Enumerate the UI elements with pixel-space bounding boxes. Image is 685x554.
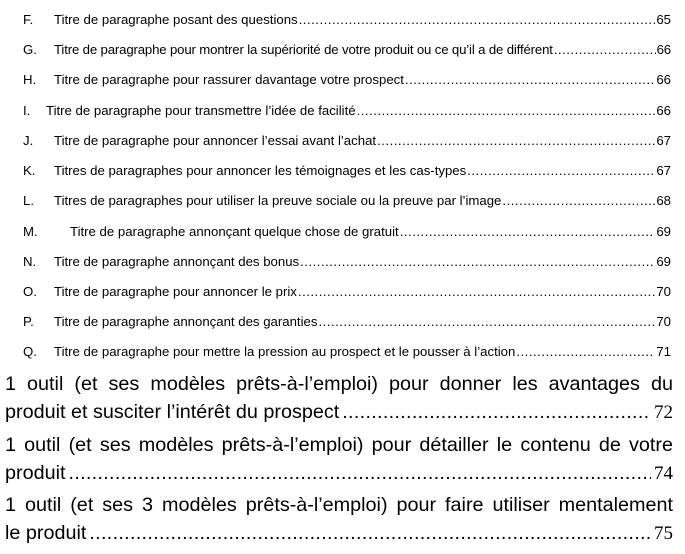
entry-page-number: 67 [656,163,671,178]
entry-page-number: 70 [656,284,671,299]
dot-leader [467,163,655,178]
entry-page-number: 70 [656,314,671,329]
entry-letter: L. [23,193,34,208]
entry-letter: H. [23,72,37,87]
entry-title: Titre de paragraphe posant des questions [54,12,298,27]
chapter-title-line2: produit [5,462,66,484]
dot-leader [400,224,656,239]
entry-page-number: 68 [656,193,671,208]
entry-title: Titre de paragraphe pour rassurer davantage votre prospect [54,72,404,87]
entry-page-number: 69 [656,224,671,239]
toc-chapter-entry-75[interactable] [5,491,673,548]
chapter-page-number: 75 [654,523,673,544]
dot-leader [298,284,655,299]
entry-letter: K. [23,163,36,178]
chapter-page-number: 74 [654,463,673,484]
entry-letter: G. [23,42,37,57]
entry-letter: I. [23,103,31,118]
entry-title: Titre de paragraphe annonçant des garanties [54,314,318,329]
entry-title: Titre de paragraphe annonçant des bonus [54,254,300,269]
entry-page-number: 69 [656,254,671,269]
toc-chapter-entry-74[interactable] [5,431,673,488]
entry-page-number: 65 [656,12,671,27]
chapter-page-number: 72 [654,402,673,423]
dot-leader [300,254,655,269]
entry-title: Titre de paragraphe pour transmettre l’idée de facilité [46,103,356,118]
entry-letter: P. [23,314,34,329]
entry-title: Titre de paragraphe pour montrer la supériorité de votre produit ou ce qu’il a de différent [54,42,553,57]
dot-leader [89,519,651,547]
dot-leader [357,103,656,118]
entry-title: Titres de paragraphes pour utiliser la preuve sociale ou la preuve par l’image [54,193,502,208]
dot-leader [342,398,651,426]
entry-letter: O. [23,284,37,299]
entry-title: Titre de paragraphe pour annoncer le prix [54,284,297,299]
entry-letter: M. [23,224,38,239]
chapter-title-line1: 1 outil (et ses modèles prêts-à-l’emploi) pour donner les avantages du [5,373,673,395]
entry-page-number: 71 [656,344,671,359]
entry-page-number: 67 [656,133,671,148]
dot-leader [405,72,655,87]
dot-leader [68,459,651,487]
chapter-title-line2: le produit [5,522,87,544]
dot-leader [299,12,656,27]
chapter-title-line1: 1 outil (et ses 3 modèles prêts-à-l’emploi) pour faire utiliser mentalement [5,494,673,516]
dot-leader [516,344,655,359]
entry-page-number: 66 [656,103,671,118]
dot-leader [377,133,655,148]
dot-leader [554,42,656,57]
chapter-title-line2: produit et susciter l’intérêt du prospect [5,401,340,423]
entry-title: Titre de paragraphe pour mettre la pression au prospect et le pousser à l’action [54,344,516,359]
entry-letter: F. [23,12,34,27]
dot-leader [502,193,655,208]
entry-page-number: 66 [656,72,671,87]
entry-letter: J. [23,133,34,148]
entry-letter: Q. [23,344,37,359]
entry-letter: N. [23,254,37,269]
toc-chapter-entry-72[interactable] [5,370,673,427]
chapter-title-line1: 1 outil (et ses modèles prêts-à-l’emploi) pour détailler le contenu de votre [5,434,673,456]
entry-title: Titre de paragraphe pour annoncer l’essai avant l’achat [54,133,377,148]
entry-title: Titres de paragraphes pour annoncer les témoignages et les cas-types [54,163,467,178]
entry-title: Titre de paragraphe annonçant quelque chose de gratuit [70,224,399,239]
dot-leader [318,314,655,329]
entry-page-number: 66 [656,42,671,57]
